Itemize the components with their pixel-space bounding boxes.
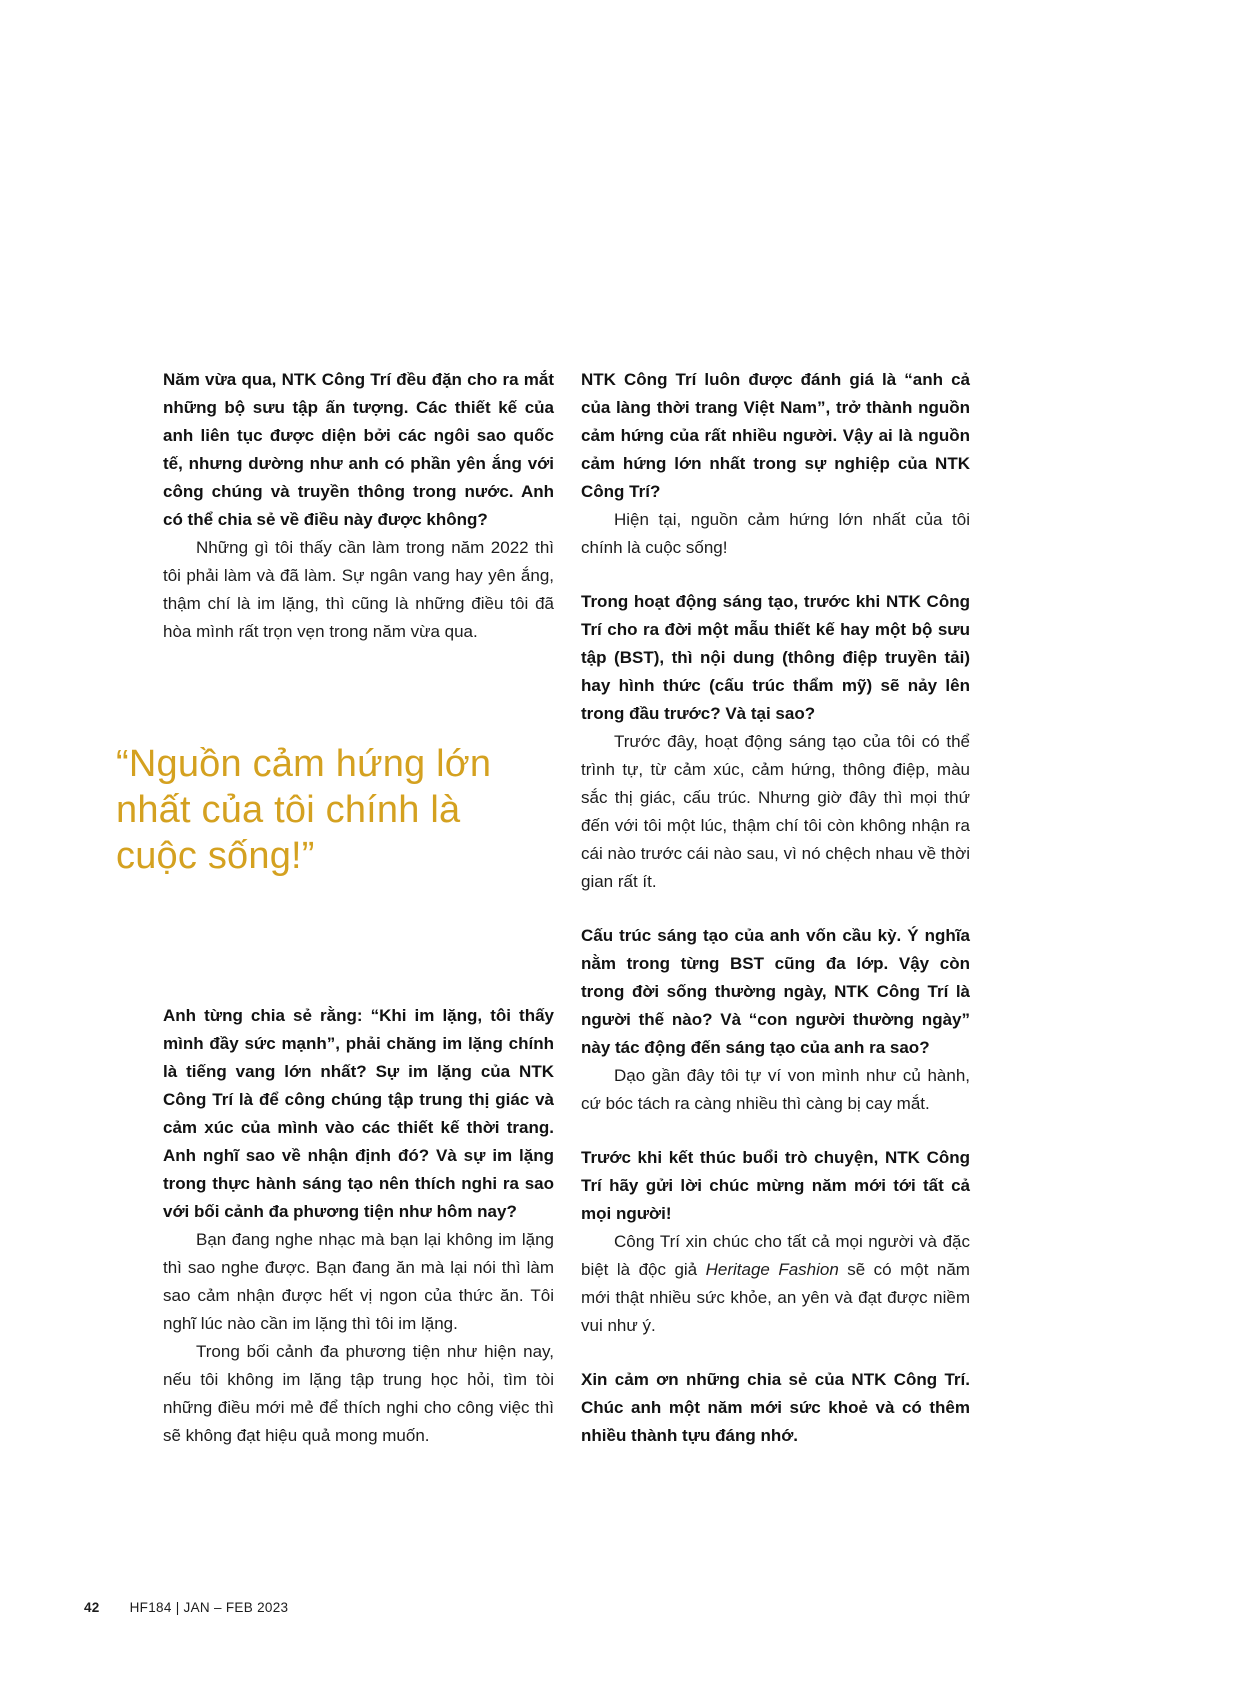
issue-label: HF184 | JAN – FEB 2023 [129,1600,289,1615]
question-paragraph: Trước khi kết thúc buổi trò chuyện, NTK Công Trí hãy gửi lời chúc mừng năm mới tới tất cả mọi người! [581,1148,970,1223]
right-column [581,366,970,1450]
page-footer [84,1598,288,1618]
answer-paragraph: Dạo gần đây tôi tự ví von mình như củ hành, cứ bóc tách ra càng nhiều thì càng bị cay mắt. [581,1066,970,1113]
answer-paragraph: Trong bối cảnh đa phương tiện như hiện nay, nếu tôi không im lặng tập trung học hỏi, tìm tòi những điều mới mẻ để thích nghi cho công việc thì sẽ không đạt hiệu quả mong muốn. [163,1342,554,1445]
answer-text-segment: sẽ có một năm mới thật nhiều sức khỏe, an yên và đạt được niềm vui như ý. [581,1260,970,1335]
question-paragraph: Anh từng chia sẻ rằng: “Khi im lặng, tôi thấy mình đầy sức mạnh”, phải chăng im lặng chính là tiếng vang lớn nhất? Sự im lặng của NTK Công Trí là để công chúng tập trung thị giác và cảm xúc của mình vào các thiết kế thời trang. Anh nghĩ sao về nhận định đó? Và sự im lặng trong thực hành sáng tạo nên thích nghi ra sao với bối cảnh đa phương tiện như hôm nay? [163,1006,554,1221]
answer-paragraph: Bạn đang nghe nhạc mà bạn lại không im lặng thì sao nghe được. Bạn đang ăn mà lại nói thì làm sao cảm nhận được hết vị ngon của thức ăn. Tôi nghĩ lúc nào cần im lặng thì tôi im lặng. [163,1230,554,1333]
answer-paragraph: Những gì tôi thấy cần làm trong năm 2022 thì tôi phải làm và đã làm. Sự ngân vang hay yên ắng, thậm chí là im lặng, thì cũng là những điều tôi đã hòa mình rất trọn vẹn trong năm vừa qua. [163,538,554,641]
magazine-name-italic: Heritage Fashion [705,1260,839,1279]
answer-paragraph [581,1228,970,1340]
question-paragraph: Cấu trúc sáng tạo của anh vốn cầu kỳ. Ý nghĩa nằm trong từng BST cũng đa lớp. Vậy còn trong đời sống thường ngày, NTK Công Trí là người thế nào? Và “con người thường ngày” này tác động đến sáng tạo của anh ra sao? [581,926,970,1057]
answer-paragraph: Hiện tại, nguồn cảm hứng lớn nhất của tôi chính là cuộc sống! [581,510,970,557]
left-column [116,366,554,1450]
answer-paragraph: Trước đây, hoạt động sáng tạo của tôi có thể trình tự, từ cảm xúc, cảm hứng, thông điệp, màu sắc thị giác, cấu trúc. Nhưng giờ đây thì mọi thứ đến với tôi một lúc, thậm chí tôi còn không nhận ra cái nào trước cái nào sau, vì nó chệch nhau về thời gian rất ít. [581,732,970,891]
page-number: 42 [84,1600,100,1615]
closing-paragraph: Xin cảm ơn những chia sẻ của NTK Công Trí. Chúc anh một năm mới sức khoẻ và có thêm nhiều thành tựu đáng nhớ. [581,1370,970,1445]
question-paragraph: Trong hoạt động sáng tạo, trước khi NTK Công Trí cho ra đời một mẫu thiết kế hay một bộ sưu tập (BST), thì nội dung (thông điệp truyền tải) hay hình thức (cấu trúc thẩm mỹ) sẽ nảy lên trong đầu trước? Và tại sao? [581,592,970,723]
answer-text-segment: Công Trí xin chúc cho tất cả mọi người và đặc biệt là độc giả [581,1232,970,1279]
question-paragraph: NTK Công Trí luôn được đánh giá là “anh cả của làng thời trang Việt Nam”, trở thành nguồn cảm hứng của rất nhiều người. Vậy ai là nguồn cảm hứng lớn nhất trong sự nghiệp của NTK Công Trí? [581,370,970,501]
pull-quote: “Nguồn cảm hứng lớn nhất của tôi chính là cuộc sống!” [116,743,492,877]
question-paragraph: Năm vừa qua, NTK Công Trí đều đặn cho ra mắt những bộ sưu tập ấn tượng. Các thiết kế của anh liên tục được diện bởi các ngôi sao quốc tế, nhưng dường như anh có phần yên ắng với công chúng và truyền thông trong nước. Anh có thể chia sẻ về điều này được không? [163,370,554,529]
